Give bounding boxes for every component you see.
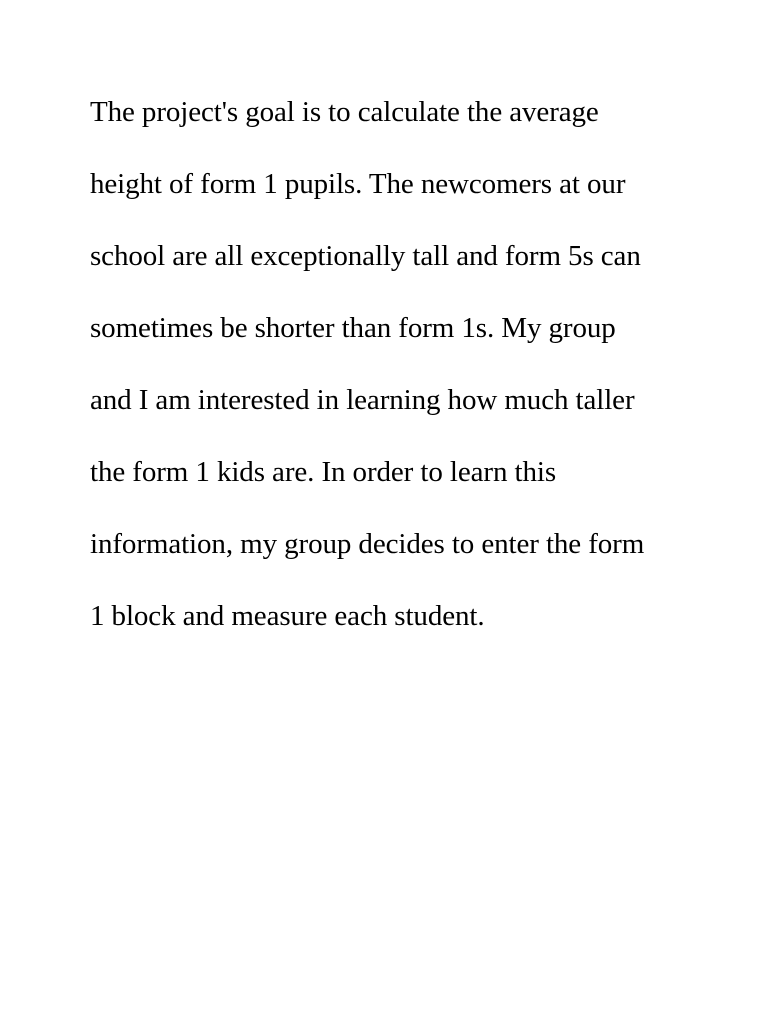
text-line-6: the form 1 kids are. In order to learn this — [90, 456, 557, 488]
text-line-1: The project's goal is to calculate the average — [90, 96, 599, 128]
text-line-5: and I am interested in learning how much taller — [90, 384, 635, 416]
text-line-2: height of form 1 pupils. The newcomers at our — [90, 168, 626, 200]
text-line-7: information, my group decides to enter the form — [90, 528, 645, 560]
body-paragraph — [90, 82, 730, 658]
text-line-4: sometimes be shorter than form 1s. My group — [90, 312, 616, 344]
text-line-8: 1 block and measure each student. — [90, 600, 485, 632]
text-line-3: school are all exceptionally tall and form 5s can — [90, 240, 641, 272]
